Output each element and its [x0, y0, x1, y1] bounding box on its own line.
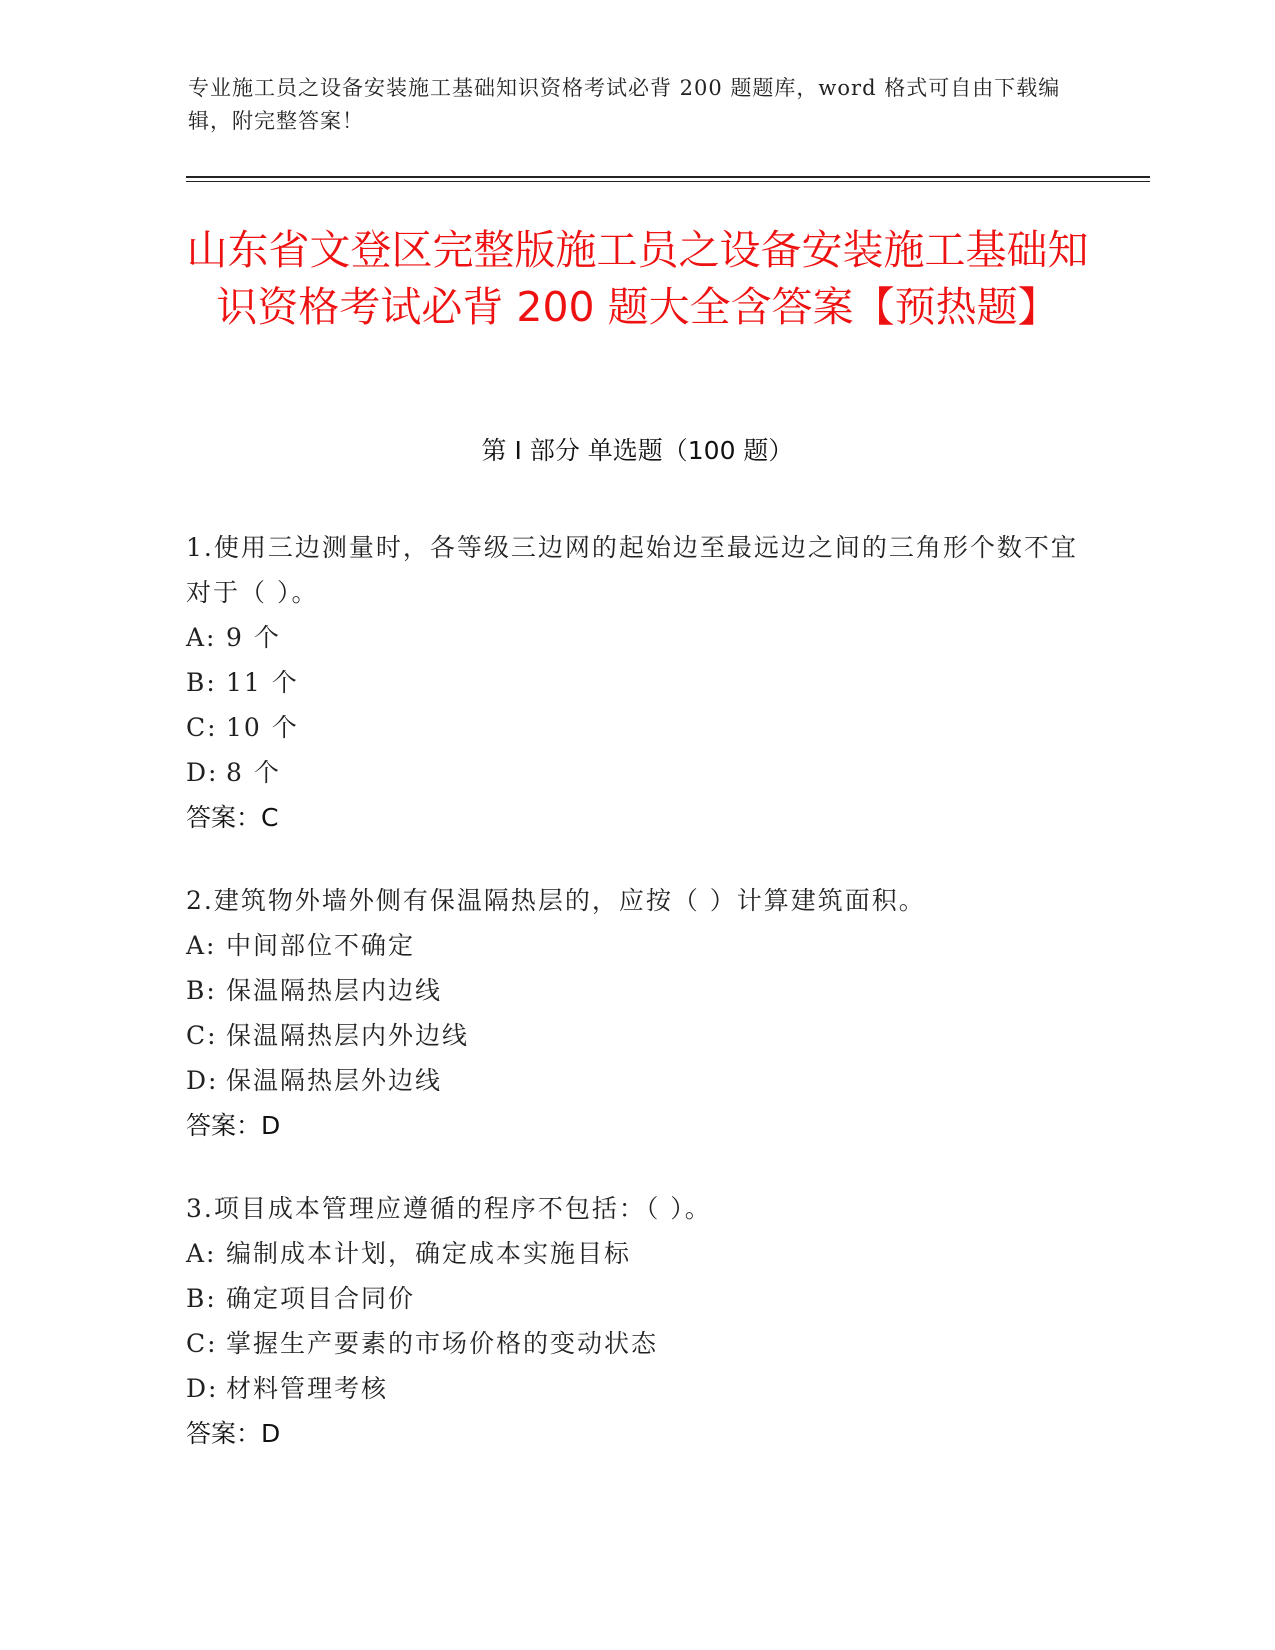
option-text: 中间部位不确定: [226, 931, 416, 960]
option-a: [186, 615, 1086, 660]
option-key: C:: [186, 713, 218, 742]
option-text: 编制成本计划，确定成本实施目标: [226, 1239, 632, 1268]
question-stem: 2.建筑物外墙外侧有保温隔热层的，应按（ ）计算建筑面积。: [186, 886, 926, 915]
option-key: D:: [186, 1066, 219, 1095]
option-text: 10 个: [226, 713, 299, 742]
option-key: D:: [186, 1374, 219, 1403]
option-text: 保温隔热层外边线: [226, 1066, 443, 1095]
option-text: 保温隔热层内外边线: [226, 1021, 470, 1050]
question-stem: 3.项目成本管理应遵循的程序不包括：（ ）。: [186, 1194, 712, 1223]
option-text: 确定项目合同价: [226, 1284, 416, 1313]
option-key: B:: [186, 976, 217, 1005]
option-a: [186, 923, 1086, 968]
option-key: A:: [186, 1239, 217, 1268]
option-text: 材料管理考核: [226, 1374, 389, 1403]
option-text: 掌握生产要素的市场价格的变动状态: [226, 1329, 659, 1358]
option-text: 保温隔热层内边线: [226, 976, 443, 1005]
question-stem: 1.使用三边测量时，各等级三边网的起始边至最远边之间的三角形个数不宜对于（ ）。: [186, 533, 1078, 607]
question-1: [186, 525, 1086, 840]
option-key: A:: [186, 931, 217, 960]
option-key: C:: [186, 1329, 218, 1358]
section-title: 第 I 部分 单选题（100 题）: [481, 436, 794, 465]
question-2: [186, 878, 1086, 1148]
document-title: 山东省文登区完整版施工员之设备安装施工基础知识资格考试必背 200 题大全含答案【预热题】: [186, 226, 1089, 331]
option-c: [186, 1321, 1086, 1366]
option-key: D:: [186, 758, 219, 787]
option-b: [186, 660, 1086, 705]
option-c: [186, 1013, 1086, 1058]
header-note: 专业施工员之设备安装施工基础知识资格考试必背 200 题题库，word 格式可自由下载编辑，附完整答案！: [188, 76, 1061, 133]
question-list: [186, 525, 1086, 1494]
option-c: [186, 705, 1086, 750]
header-divider-thick: [186, 176, 1150, 178]
answer-line: 答案：D: [186, 1111, 281, 1140]
option-key: B:: [186, 668, 217, 697]
option-key: A:: [186, 623, 217, 652]
header-divider-thin: [186, 181, 1150, 182]
option-d: [186, 1058, 1086, 1103]
option-key: B:: [186, 1284, 217, 1313]
option-d: [186, 750, 1086, 795]
option-text: 9 个: [226, 623, 281, 652]
option-key: C:: [186, 1021, 218, 1050]
option-b: [186, 968, 1086, 1013]
option-d: [186, 1366, 1086, 1411]
answer-line: 答案：C: [186, 803, 279, 832]
option-b: [186, 1276, 1086, 1321]
option-a: [186, 1231, 1086, 1276]
option-text: 8 个: [226, 758, 281, 787]
option-text: 11 个: [226, 668, 299, 697]
answer-line: 答案：D: [186, 1419, 281, 1448]
question-3: [186, 1186, 1086, 1456]
